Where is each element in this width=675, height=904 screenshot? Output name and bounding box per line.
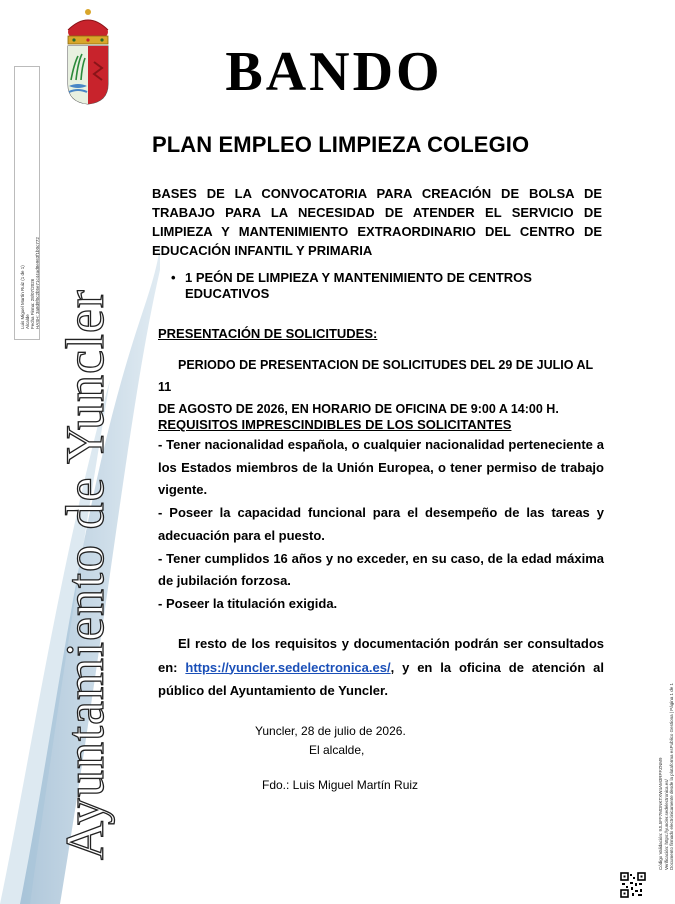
requirement-item: - Tener nacionalidad española, o cualquier nacionalidad perteneciente a los Estados miembros de la Unión Europea, o tener permiso de trabajo vigente.	[158, 437, 604, 498]
requirement-item: - Tener cumplidos 16 años y no exceder, en su caso, de la edad máxima de jubilación forzosa.	[158, 550, 604, 589]
signature-stamp-box	[14, 66, 40, 340]
bullet-text: 1 PEÓN DE LIMPIEZA Y MANTENIMIENTO DE CENTROS EDUCATIVOS	[185, 270, 532, 301]
closing-text-before: El resto de los requisitos y documentación podrán ser consultados en:	[158, 636, 604, 675]
period-line: PERIODO DE PRESENTACION DE SOLICITUDES DEL 29 DE JULIO AL 11	[158, 358, 593, 394]
validation-line: Verificación: https://yuncler.sedelectronica.es/	[663, 779, 669, 870]
intro-paragraph: BASES DE LA CONVOCATORIA PARA CREACIÓN DE BOLSA DE TRABAJO PARA LA NECESIDAD DE ATENDER EL SERVICIO DE LIMPIEZA Y MANTENIMIENTO EXTRAORDINARIO DEL CENTRO DE EDUCACIÓN INFANTIL Y PRIMARIA	[152, 186, 602, 258]
bullet-item	[171, 270, 585, 302]
signature-line: HASH: 3a8d9f0c2b5e71c44ad8e963f1b0c772	[35, 237, 40, 329]
closing-paragraph	[158, 632, 604, 703]
signer-role: El alcalde,	[309, 743, 365, 757]
document-subtitle: PLAN EMPLEO LIMPIEZA COLEGIO	[152, 132, 530, 157]
signature-stamp-text	[20, 74, 40, 329]
sede-electronica-link[interactable]: https://yuncler.sedelectronica.es/	[185, 659, 391, 675]
place-date: Yuncler, 28 de julio de 2026.	[255, 724, 406, 738]
validation-strip	[658, 640, 675, 870]
document-title	[0, 40, 668, 104]
document-title-text: BANDO	[225, 41, 443, 103]
requirements-list	[158, 434, 604, 616]
signature-line: Luis Miguel Martín Ruiz (1 de 1)	[20, 265, 25, 329]
requirement-item: - Poseer la titulación exigida.	[158, 595, 338, 611]
signature-line: Alcalde	[25, 314, 30, 329]
period-line: DE AGOSTO DE 2026, EN HORARIO DE OFICINA DE 9:00 A 14:00 H.	[158, 402, 559, 416]
section-heading-requisitos: REQUISITOS IMPRESCINDIBLES DE LOS SOLICITANTES	[158, 417, 512, 432]
vertical-town-name: Ayuntamiento de Yuncler	[55, 289, 115, 860]
signer-name: Fdo.: Luis Miguel Martín Ruiz	[262, 778, 419, 792]
requirement-item: - Poseer la capacidad funcional para el desempeño de las tareas y adecuación para el puesto.	[158, 505, 604, 543]
validation-line: Código Validación: 9JL5FF7MDNKTXW4AM3RPFZNM9	[658, 757, 663, 870]
qr-code-icon	[620, 872, 646, 898]
closing-text-after: , y en la oficina de atención al público del Ayuntamiento de Yuncler.	[158, 659, 604, 698]
section-heading-presentacion: PRESENTACIÓN DE SOLICITUDES:	[158, 326, 378, 341]
period-paragraph	[158, 354, 604, 420]
bullet-dot-icon: •	[171, 270, 176, 285]
validation-line: Documento firmado electrónicamente desde la plataforma esPublico Gestiona | Página 1 de 1	[669, 682, 674, 870]
signature-line: Fecha Firma: 28/07/2026	[30, 278, 35, 329]
